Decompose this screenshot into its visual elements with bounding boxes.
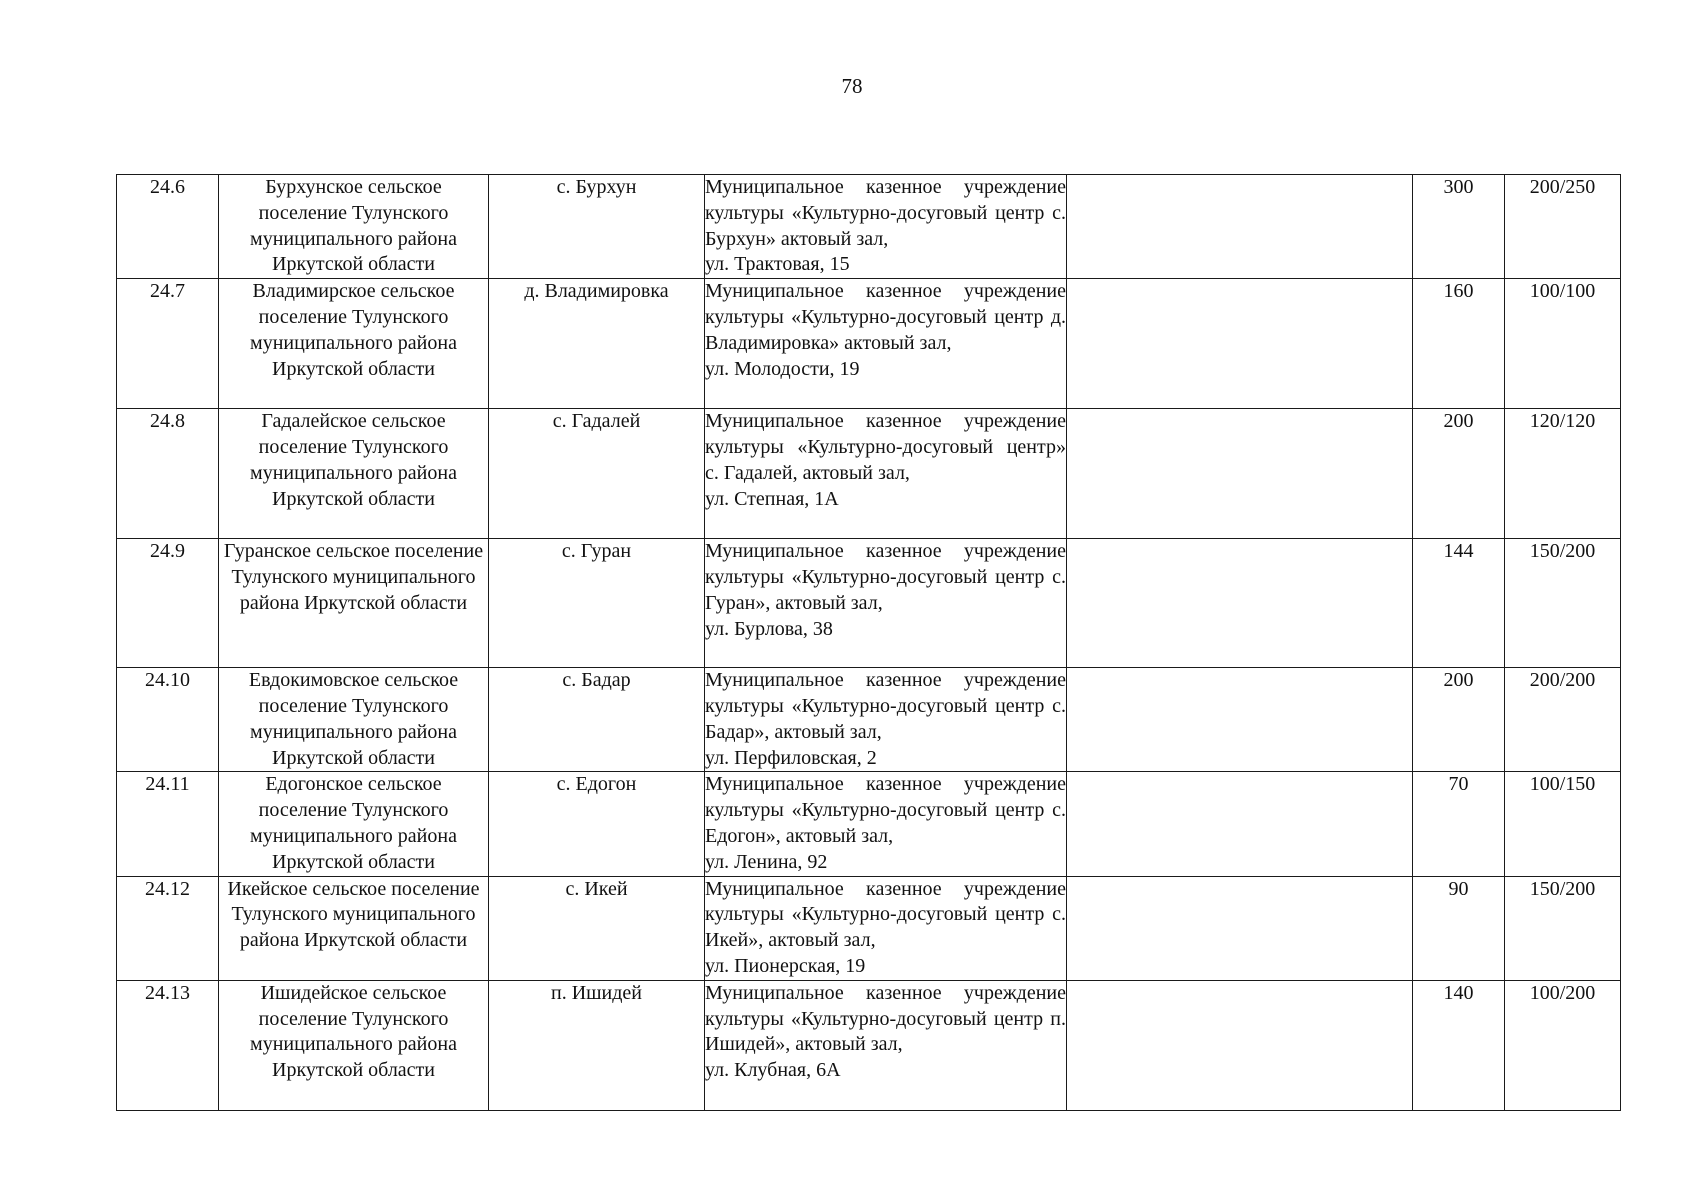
locality-name: с. Бурхун [489, 175, 705, 279]
locality-name: с. Икей [489, 876, 705, 980]
page-number: 78 [841, 74, 863, 98]
table-row [117, 175, 1621, 279]
venue-address: ул. Перфиловская, 2 [705, 746, 877, 769]
capacity-value: 160 [1413, 279, 1505, 409]
venue-description: Муниципальное казенное учреждение культуры «Культурно-досуговый центр с. Бурхун» актовый зал, [705, 176, 1066, 250]
ratio-value: 200/250 [1505, 175, 1621, 279]
row-number: 24.8 [117, 409, 219, 539]
venue-cell [705, 539, 1067, 668]
row-number: 24.9 [117, 539, 219, 668]
ratio-value: 100/100 [1505, 279, 1621, 409]
empty-cell [1067, 175, 1413, 279]
settlement-name: Ишидейское сельское поселение Тулунского муниципального района Иркутской области [219, 980, 489, 1110]
capacity-value: 200 [1413, 668, 1505, 772]
capacity-value: 140 [1413, 980, 1505, 1110]
capacity-value: 144 [1413, 539, 1505, 668]
venue-cell [705, 980, 1067, 1110]
venue-address: ул. Бурлова, 38 [705, 617, 833, 640]
capacity-value: 90 [1413, 876, 1505, 980]
ratio-value: 150/200 [1505, 876, 1621, 980]
ratio-value: 120/120 [1505, 409, 1621, 539]
row-number: 24.13 [117, 980, 219, 1110]
settlement-name: Гадалейское сельское поселение Тулунского муниципального района Иркутской области [219, 409, 489, 539]
locality-name: с. Бадар [489, 668, 705, 772]
venue-address: ул. Молодости, 19 [705, 357, 860, 380]
empty-cell [1067, 876, 1413, 980]
venue-description: Муниципальное казенное учреждение культуры «Культурно-досуговый центр с. Бадар», актовый зал, [705, 669, 1066, 743]
empty-cell [1067, 772, 1413, 876]
empty-cell [1067, 539, 1413, 668]
table-row [117, 409, 1621, 539]
venue-address: ул. Трактовая, 15 [705, 253, 850, 276]
locality-name: с. Гадалей [489, 409, 705, 539]
ratio-value: 100/150 [1505, 772, 1621, 876]
table-row [117, 772, 1621, 876]
venue-cell [705, 279, 1067, 409]
table-row [117, 876, 1621, 980]
venue-cell [705, 409, 1067, 539]
venue-description: Муниципальное казенное учреждение культуры «Культурно-досуговый центр д. Владимировка» актовый зал, [705, 280, 1066, 354]
capacity-value: 70 [1413, 772, 1505, 876]
venue-address: ул. Ленина, 92 [705, 850, 828, 873]
locality-name: с. Гуран [489, 539, 705, 668]
venue-cell [705, 772, 1067, 876]
table-row [117, 539, 1621, 668]
venue-address: ул. Пионерская, 19 [705, 954, 866, 977]
venue-cell [705, 175, 1067, 279]
locality-name: п. Ишидей [489, 980, 705, 1110]
ratio-value: 100/200 [1505, 980, 1621, 1110]
venue-description: Муниципальное казенное учреждение культуры «Культурно-досуговый центр с. Гуран», актовый зал, [705, 540, 1066, 614]
table-row [117, 279, 1621, 409]
table-row [117, 668, 1621, 772]
venue-description: Муниципальное казенное учреждение культуры «Культурно-досуговый центр с. Едогон», актовый зал, [705, 773, 1066, 847]
capacity-value: 200 [1413, 409, 1505, 539]
venue-cell [705, 876, 1067, 980]
row-number: 24.10 [117, 668, 219, 772]
locality-name: д. Владимировка [489, 279, 705, 409]
venue-description: Муниципальное казенное учреждение культуры «Культурно-досуговый центр с. Икей», актовый зал, [705, 877, 1066, 952]
empty-cell [1067, 409, 1413, 539]
settlement-name: Евдокимовское сельское поселение Тулунского муниципального района Иркутской области [219, 668, 489, 772]
capacity-value: 300 [1413, 175, 1505, 279]
row-number: 24.6 [117, 175, 219, 279]
venue-description: Муниципальное казенное учреждение культуры «Культурно-досуговый центр п. Ишидей», актовый зал, [705, 981, 1066, 1056]
venue-address: ул. Клубная, 6А [705, 1059, 841, 1082]
row-number: 24.7 [117, 279, 219, 409]
venue-cell [705, 668, 1067, 772]
row-number: 24.12 [117, 876, 219, 980]
polling-stations-table [116, 174, 1621, 1111]
empty-cell [1067, 668, 1413, 772]
venue-address: ул. Степная, 1А [705, 487, 839, 510]
settlement-name: Гуранское сельское поселение Тулунского муниципального района Иркутской области [219, 539, 489, 668]
locality-name: с. Едогон [489, 772, 705, 876]
settlement-name: Икейское сельское поселение Тулунского муниципального района Иркутской области [219, 876, 489, 980]
venue-description: Муниципальное казенное учреждение культуры «Культурно-досуговый центр» с. Гадалей, актовый зал, [705, 410, 1066, 484]
settlement-name: Владимирское сельское поселение Тулунского муниципального района Иркутской области [219, 279, 489, 409]
settlement-name: Едогонское сельское поселение Тулунского муниципального района Иркутской области [219, 772, 489, 876]
empty-cell [1067, 980, 1413, 1110]
ratio-value: 200/200 [1505, 668, 1621, 772]
ratio-value: 150/200 [1505, 539, 1621, 668]
settlement-name: Бурхунское сельское поселение Тулунского муниципального района Иркутской области [219, 175, 489, 279]
table-row [117, 980, 1621, 1110]
row-number: 24.11 [117, 772, 219, 876]
empty-cell [1067, 279, 1413, 409]
